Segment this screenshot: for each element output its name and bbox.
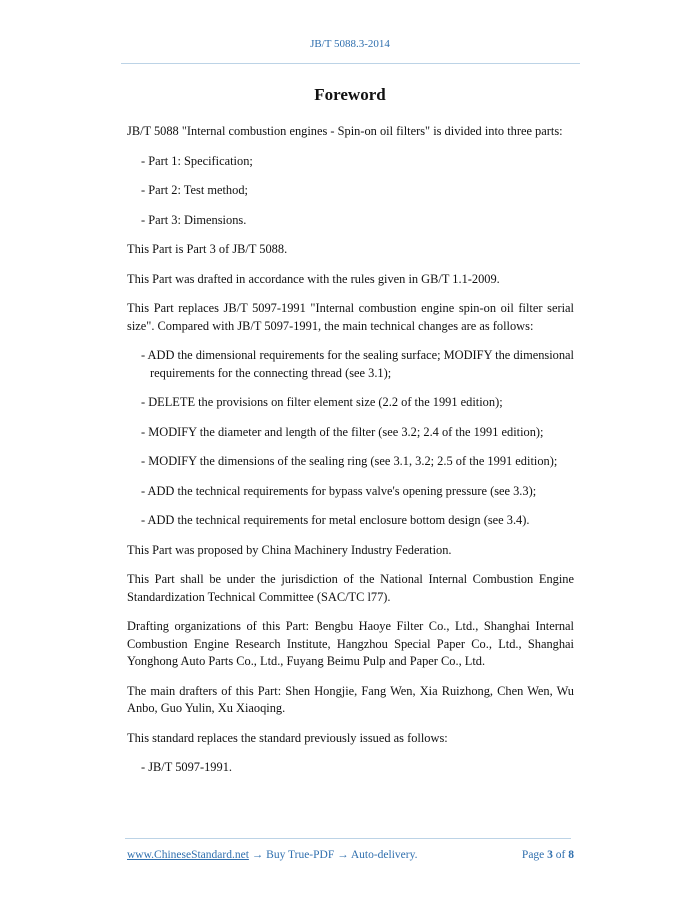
paragraph-jurisdiction: This Part shall be under the jurisdiction of the National Internal Combustion Engine Standardization Technical Committee (SAC/TC l77). — [127, 572, 574, 604]
header-divider — [121, 63, 580, 64]
paragraph-part-number: This Part is Part 3 of JB/T 5088. — [127, 242, 288, 256]
list-item: - Part 2: Test method; — [141, 183, 248, 197]
paragraph-drafting-orgs: Drafting organizations of this Part: Bengbu Haoye Filter Co., Ltd., Shanghai Internal Combustion Engine Research Institute, Hangzhou Special Paper Co., Ltd., Shanghai Yonghong Auto Parts Co., Ltd., Fuyang Beimu Pulp and Paper Co., Ltd. — [127, 619, 574, 668]
change-item: - ADD the technical requirements for bypass valve's opening pressure (see 3.3); — [141, 483, 537, 498]
page-indicator — [522, 849, 574, 861]
change-item: - ADD the technical requirements for metal enclosure bottom design (see 3.4). — [141, 513, 530, 527]
page-footer — [127, 849, 574, 861]
list-item: - Part 1: Specification; — [141, 153, 253, 168]
paragraph-previous-editions: This standard replaces the standard previously issued as follows: — [127, 730, 448, 745]
paragraph-drafting-rules: This Part was drafted in accordance with the rules given in GB/T 1.1-2009. — [127, 271, 500, 286]
page-total: 8 — [568, 849, 574, 861]
change-item: - MODIFY the dimensions of the sealing ring (see 3.1, 3.2; 2.5 of the 1991 edition); — [141, 454, 558, 468]
list-item: - JB/T 5097-1991. — [141, 760, 232, 774]
paragraph-drafters: The main drafters of this Part: Shen Hongjie, Fang Wen, Xia Ruizhong, Chen Wen, Wu Anbo, Guo Yulin, Xu Xiaoqing. — [127, 683, 574, 715]
footer-divider — [125, 838, 571, 839]
website-link[interactable]: www.ChineseStandard.net — [127, 849, 249, 861]
list-item: - Part 3: Dimensions. — [141, 212, 247, 227]
change-item: - ADD the dimensional requirements for the sealing surface; MODIFY the dimensional requirements for the connecting thread (see 3.1); — [141, 348, 574, 380]
change-item: - DELETE the provisions on filter element size (2.2 of the 1991 edition); — [141, 395, 503, 409]
page-header — [0, 38, 700, 50]
paragraph-replaces: This Part replaces JB/T 5097-1991 "Internal combustion engine spin-on oil filter serial size". Compared with JB/T 5097-1991, the main technical changes are as follows: — [127, 301, 574, 333]
page-label: Page — [521, 849, 545, 861]
footer-promo: → Buy True-PDF → Auto-delivery. — [248, 849, 418, 861]
page-title: Foreword — [314, 85, 386, 104]
document-body — [127, 123, 574, 789]
page-of: of — [555, 849, 566, 861]
change-item: - MODIFY the diameter and length of the filter (see 3.2; 2.4 of the 1991 edition); — [141, 424, 544, 439]
paragraph-proposed-by: This Part was proposed by China Machinery Industry Federation. — [127, 542, 452, 557]
page-current: 3 — [547, 849, 553, 861]
paragraph-intro: JB/T 5088 "Internal combustion engines - Spin-on oil filters" is divided into three parts: — [127, 124, 563, 138]
doc-id: JB/T 5088.3-2014 — [310, 38, 390, 50]
